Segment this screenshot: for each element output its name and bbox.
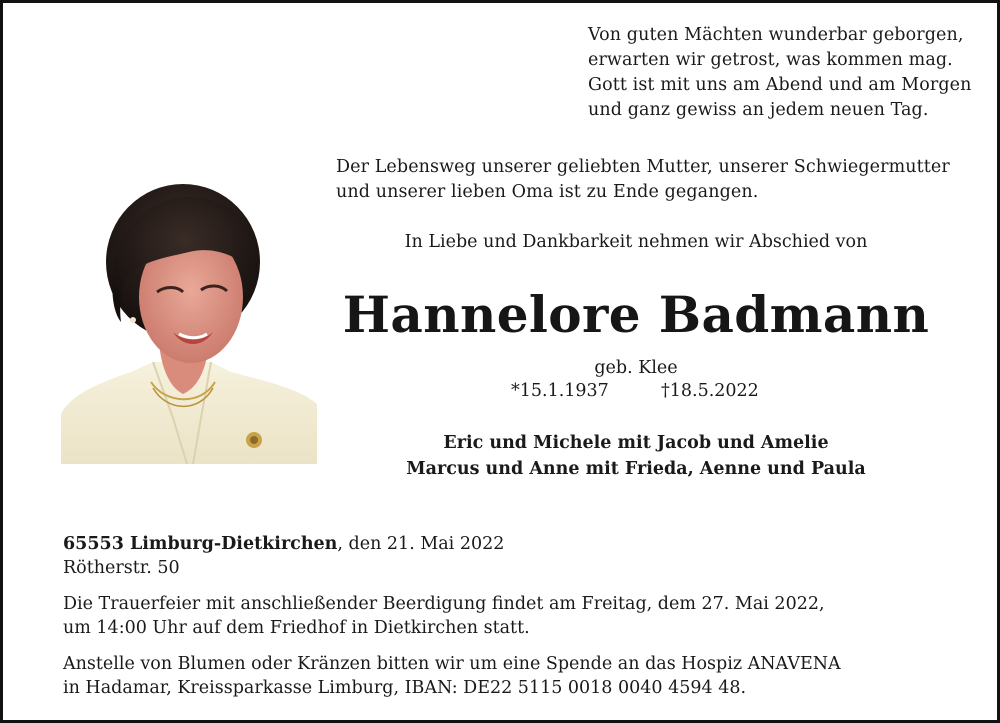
birth-date: *15.1.1937 [511,381,609,401]
portrait-photo [61,182,318,464]
donation-line: in Hadamar, Kreissparkasse Limburg, IBAN: DE22 5115 0018 0040 4594 48. [63,678,747,698]
intro-line: und unserer lieben Oma ist zu Ende gegangen. [336,182,759,202]
donation-line: Anstelle von Blumen oder Kränzen bitten wir um eine Spende an das Hospiz ANAVENA [63,654,841,674]
poem-line: Von guten Mächten wunderbar geborgen, [588,25,964,45]
intro-line: Der Lebensweg unserer geliebten Mutter, unserer Schwiegermutter [336,157,950,177]
street-address: Rötherstr. 50 [63,558,180,578]
family-line: Marcus und Anne mit Frieda, Aenne und Paula [406,459,866,479]
closing-details [63,532,841,700]
poem-line: Gott ist mit uns am Abend und am Morgen [588,75,972,95]
poem-verse [588,23,971,123]
poem-line: und ganz gewiss an jedem neuen Tag. [588,100,929,120]
funeral-line: um 14:00 Uhr auf dem Friedhof in Dietkirchen statt. [63,618,530,638]
poem-line: erwarten wir getrost, was kommen mag. [588,50,953,70]
intro-text [336,155,950,205]
deceased-name: Hannelore Badmann [342,285,930,344]
funeral-line: Die Trauerfeier mit anschließender Beerdigung findet am Freitag, dem 27. Mai 2022, [63,594,825,614]
farewell-line: In Liebe und Dankbarkeit nehmen wir Abschied von [404,232,868,252]
place-name: 65553 Limburg-Dietkirchen [63,534,338,554]
notice-date: , den 21. Mai 2022 [337,534,505,554]
location-date-line [63,532,841,556]
death-date: †18.5.2022 [661,381,759,401]
family-signatures [336,430,936,482]
maiden-name: geb. Klee [594,358,678,378]
family-line: Eric und Michele mit Jacob und Amelie [443,433,829,453]
